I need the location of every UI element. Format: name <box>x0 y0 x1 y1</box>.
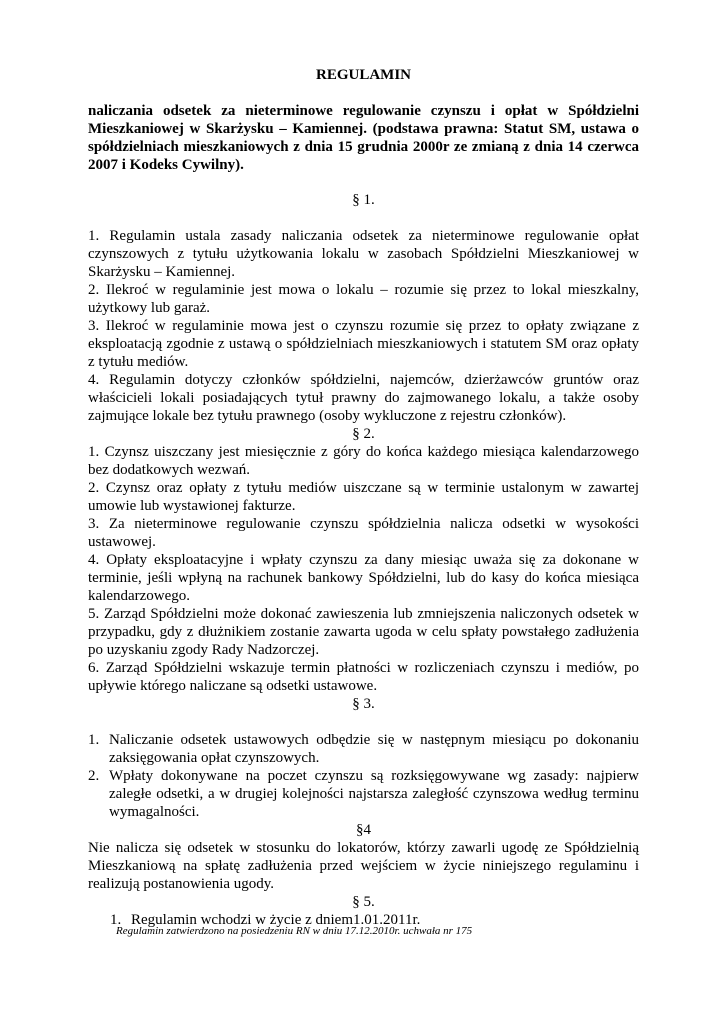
document-subtitle: naliczania odsetek za nieterminowe regulowanie czynszu i opłat w Spółdzielni Mieszkaniowej w Skarżysku – Kamiennej. (podstawa prawna: Statut SM, ustawa o spółdzielniach mieszkaniowych z dnia 15 grudnia 2000r ze zmianą z dnia 14 czerwca 2007 i Kodeks Cywilny). <box>88 103 639 173</box>
list-item <box>88 731 639 767</box>
list-item-number: 1. <box>88 732 100 748</box>
section-4-paragraph-1: Nie nalicza się odsetek w stosunku do lokatorów, którzy zawarli ugodę ze Spółdzielnią Mieszkaniową na spłatę zadłużenia przed wejściem w życie niniejszego regulaminu i realizują postanowienia ugody. <box>88 840 639 892</box>
section-2-paragraph-1: 1. Czynsz uiszczany jest miesięcznie z góry do końca każdego miesiąca kalendarzowego bez dodatkowych wezwań. <box>88 444 639 478</box>
section-2-heading: § 2. <box>352 426 375 442</box>
document-body <box>88 66 639 929</box>
section-2-paragraph-5: 5. Zarząd Spółdzielni może dokonać zawieszenia lub zmniejszenia naliczonych odsetek w przypadku, gdy z dłużnikiem zostanie zawarta ugoda w celu spłaty powstałego zadłużenia po uzyskaniu zgody Rady Nadzorczej. <box>88 606 639 658</box>
section-1-paragraph-2: 2. Ilekroć w regulaminie jest mowa o lokalu – rozumie się przez to lokal mieszkalny, użytkowy lub garaż. <box>88 282 639 316</box>
list-item-text: Naliczanie odsetek ustawowych odbędzie się w następnym miesiącu po dokonaniu zaksięgowania opłat czynszowych. <box>109 732 639 766</box>
list-item-text: Wpłaty dokonywane na poczet czynszu są rozksięgowywane wg zasady: najpierw zaległe odsetki, a w drugiej kolejności najstarsza zaległość czynszowa według terminu wymagalności. <box>109 768 639 820</box>
section-1-paragraph-1: 1. Regulamin ustala zasady naliczania odsetek za nieterminowe regulowanie opłat czynszowych z tytułu użytkowania lokalu w zasobach Spółdzielni Mieszkaniowej w Skarżysku – Kamiennej. <box>88 228 639 280</box>
list-item-text: Regulamin wchodzi w życie z dniem1.01.2011r. <box>131 912 421 928</box>
section-3-heading: § 3. <box>352 696 375 712</box>
section-5-heading: § 5. <box>352 894 375 910</box>
section-3-list <box>88 731 639 821</box>
section-1-paragraph-3: 3. Ilekroć w regulaminie mowa jest o czynszu rozumie się przez to opłaty związane z eksploatacją zgodnie z ustawą o spółdzielniach mieszkaniowych i statutem SM oraz opłaty z tytułu mediów. <box>88 318 639 370</box>
document-title: REGULAMIN <box>315 67 411 83</box>
section-4-heading: §4 <box>356 822 371 838</box>
approval-footnote: Regulamin zatwierdzono na posiedzeniu RN w dniu 17.12.2010r. uchwała nr 175 <box>116 925 473 937</box>
section-2-paragraph-4: 4. Opłaty eksploatacyjne i wpłaty czynszu za dany miesiąc uważa się za dokonane w terminie, jeśli wpłyną na rachunek bankowy Spółdzielni, lub do kasy do końca miesiąca kalendarzowego. <box>88 552 639 604</box>
section-2-paragraph-2: 2. Czynsz oraz opłaty z tytułu mediów uiszczane są w terminie ustalonym w zawartej umowie lub wystawionej fakturze. <box>88 480 639 514</box>
section-1-paragraph-4: 4. Regulamin dotyczy członków spółdzielni, najemców, dzierżawców gruntów oraz właścicieli lokali posiadających tytuł prawny do zajmowanego lokalu, a także osoby zajmujące lokale bez tytułu prawnego (osoby wykluczone z rejestru członków). <box>88 372 639 424</box>
section-1-heading: § 1. <box>352 192 375 208</box>
list-item-number: 1. <box>110 912 122 928</box>
list-item-number: 2. <box>88 768 100 784</box>
list-item <box>88 767 639 821</box>
section-2-paragraph-3: 3. Za nieterminowe regulowanie czynszu spółdzielnia nalicza odsetki w wysokości ustawowej. <box>88 516 639 550</box>
section-2-paragraph-6: 6. Zarząd Spółdzielni wskazuje termin płatności w rozliczeniach czynszu i mediów, po upływie którego naliczane są odsetki ustawowe. <box>88 660 639 694</box>
